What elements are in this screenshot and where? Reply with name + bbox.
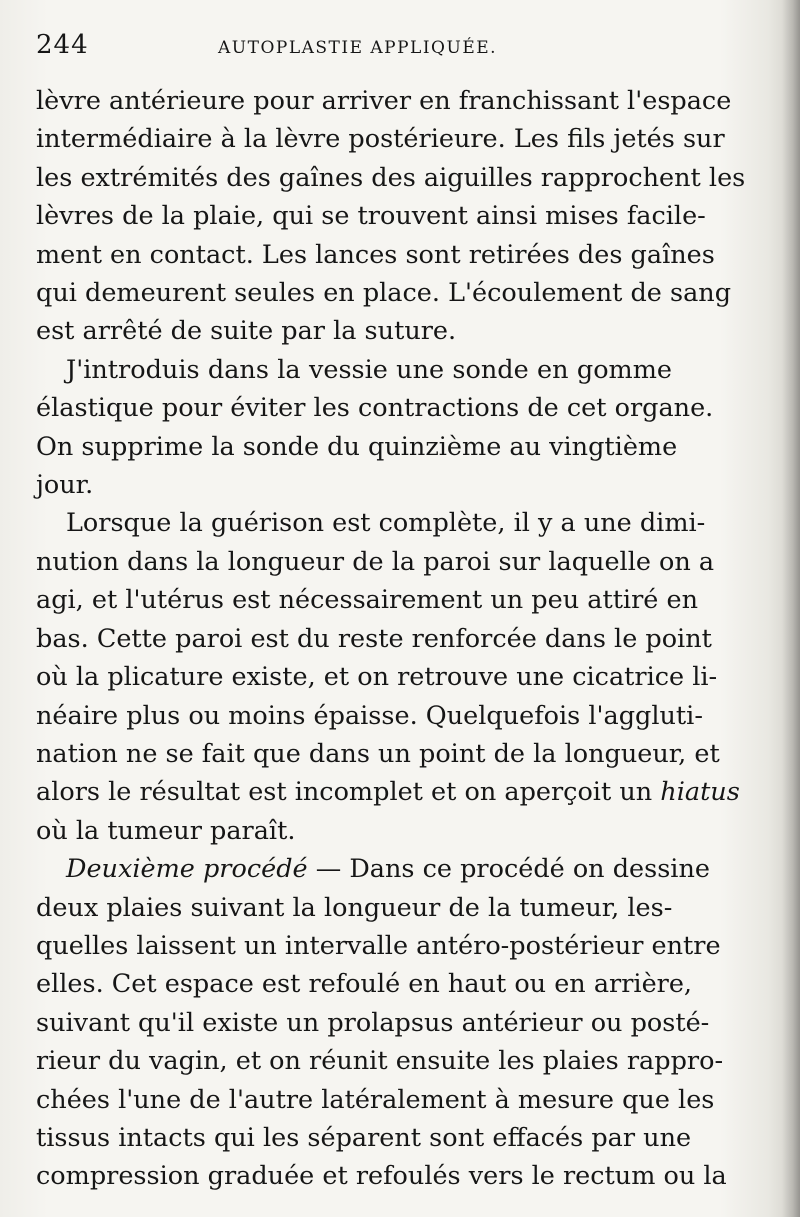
paragraph xyxy=(36,351,714,505)
text-line: agi, et l'utérus est nécessairement un peu attiré en xyxy=(36,585,698,616)
text-line: chées l'une de l'autre latéralement à mesure que les xyxy=(36,1084,715,1115)
text-line: élastique pour éviter les contractions de cet organe. xyxy=(36,393,714,424)
text-line: néaire plus ou moins épaisse. Quelquefois l'aggluti- xyxy=(36,700,703,731)
paragraph xyxy=(36,850,727,1196)
text-line: elles. Cet espace est refoulé en haut ou en arrière, xyxy=(36,969,693,1000)
paragraph xyxy=(36,504,740,850)
page-number: 244 xyxy=(36,30,89,60)
text-line: est arrêté de suite par la suture. xyxy=(36,316,457,347)
text-line: tissus intacts qui les séparent sont effacés par une xyxy=(36,1122,692,1153)
body-text xyxy=(36,82,746,1196)
text-segment: — Dans ce procédé on dessine xyxy=(307,854,710,885)
italic-word: hiatus xyxy=(660,777,740,808)
text-line: deux plaies suivant la longueur de la tumeur, les- xyxy=(36,892,673,923)
text-line-with-italic-lead xyxy=(36,850,710,888)
text-line: nution dans la longueur de la paroi sur laquelle on a xyxy=(36,546,715,577)
text-line: quelles laissent un intervalle antéro-postérieur entre xyxy=(36,930,721,961)
text-line: ment en contact. Les lances sont retirées des gaînes xyxy=(36,239,715,270)
text-line: rieur du vagin, et on réunit ensuite les plaies rappro- xyxy=(36,1046,724,1077)
text-line: où la tumeur paraît. xyxy=(36,815,296,846)
text-line: les extrémités des gaînes des aiguilles rapprochent les xyxy=(36,162,746,193)
page-gutter-shadow xyxy=(782,0,800,1217)
text-line: lèvres de la plaie, qui se trouvent ainsi mises facile- xyxy=(36,201,706,232)
text-line-with-italic xyxy=(36,773,740,811)
text-line: qui demeurent seules en place. L'écoulement de sang xyxy=(36,278,732,309)
text-line: où la plicature existe, et on retrouve une cicatrice li- xyxy=(36,662,718,693)
text-line: nation ne se fait que dans un point de la longueur, et xyxy=(36,738,720,769)
italic-lead: Deuxième procédé xyxy=(66,854,308,885)
text-line: jour. xyxy=(36,470,94,501)
text-line: Lorsque la guérison est complète, il y a une dimi- xyxy=(66,508,706,539)
text-segment: alors le résultat est incomplet et on aperçoit un xyxy=(36,777,653,808)
text-line: suivant qu'il existe un prolapsus antérieur ou posté- xyxy=(36,1007,710,1038)
text-line: bas. Cette paroi est du reste renforcée dans le point xyxy=(36,623,712,654)
paragraph xyxy=(36,82,746,351)
text-line: compression graduée et refoulés vers le rectum ou la xyxy=(36,1161,727,1192)
text-line: lèvre antérieure pour arriver en franchissant l'espace xyxy=(36,86,732,116)
page-header xyxy=(36,30,672,66)
text-line: On supprime la sonde du quinzième au vingtième xyxy=(36,431,678,462)
text-line: J'introduis dans la vessie une sonde en gomme xyxy=(66,354,672,385)
text-line: intermédiaire à la lèvre postérieure. Les fils jetés sur xyxy=(36,124,725,155)
running-head: AUTOPLASTIE APPLIQUÉE. xyxy=(218,38,498,58)
